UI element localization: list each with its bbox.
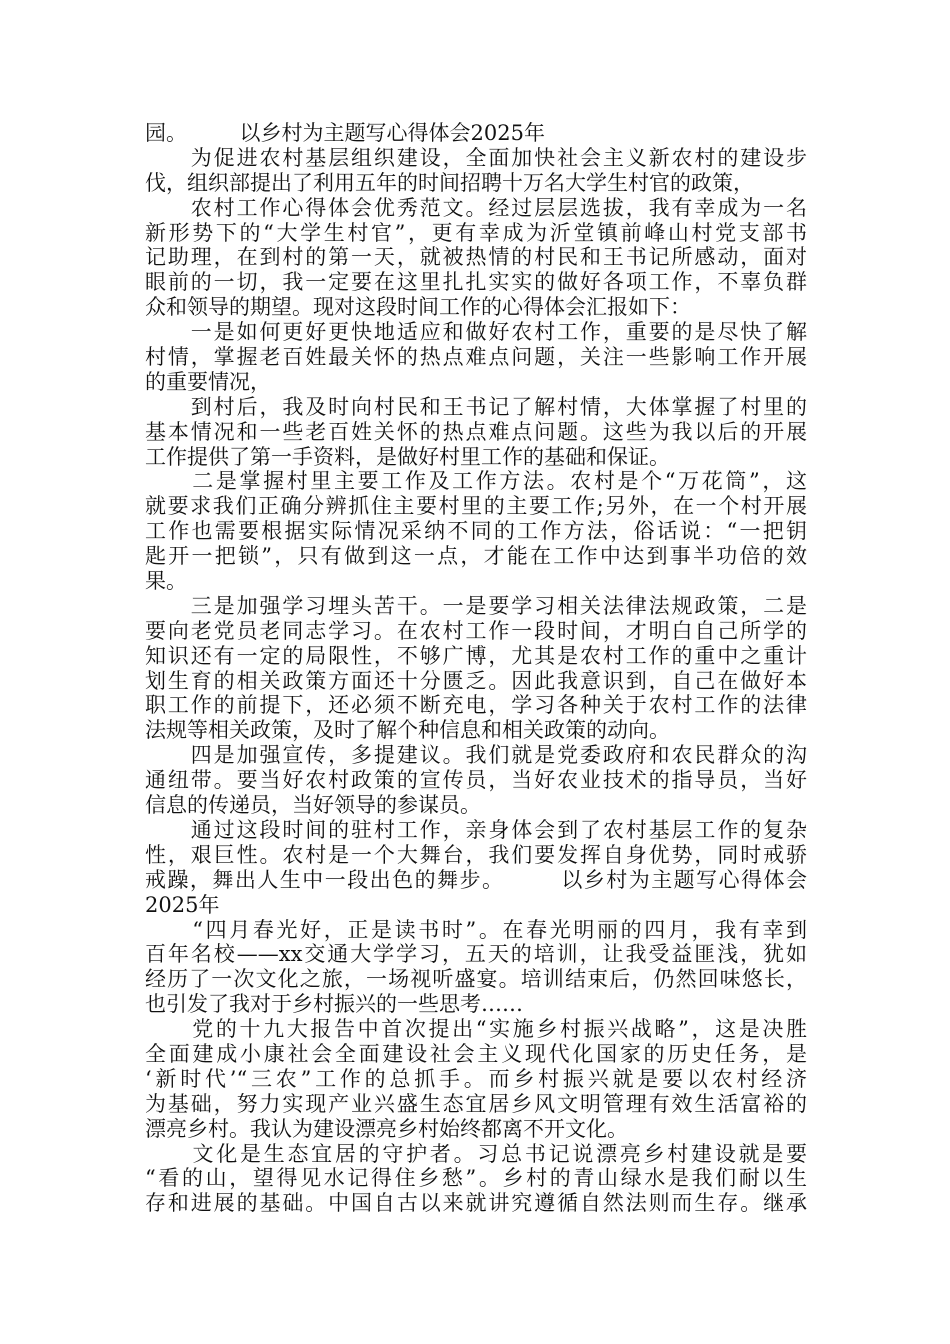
document-page [145,121,807,1216]
text-line: 新形势下的“大学生村官”，更有幸成为沂堂镇前峰山村党支部书 [145,220,807,245]
text-line: 四是加强宣传，多提建议。我们就是党委政府和农民群众的沟 [145,743,807,768]
text-line: 经历了一次文化之旅，一场视听盛宴。培训结束后，仍然回味悠长， [145,967,807,992]
text-line: 记助理，在到村的第一天，就被热情的村民和王书记所感动，面对 [145,245,807,270]
text-line: 工作也需要根据实际情况采纳不同的工作方法，俗话说：“一把钥 [145,519,807,544]
text-line: 基本情况和一些老百姓关怀的热点难点问题。这些为我以后的开展 [145,419,807,444]
text-line: 漂亮乡村。我认为建设漂亮乡村始终都离不开文化。 [145,1116,628,1141]
text-line: 就要求我们正确分辨抓住主要村里的主要工作;另外，在一个村开展 [145,494,807,519]
text-line: 匙开一把锁”，只有做到这一点，才能在工作中达到事半功倍的效 [145,544,807,569]
text-line: 也引发了我对于乡村振兴的一些思考…… [145,992,523,1017]
text-line: 全面建成小康社会全面建设社会主义现代化国家的历史任务，是 [145,1041,807,1066]
text-line: 眼前的一切，我一定要在这里扎扎实实的做好各项工作，不辜负群 [145,270,807,295]
text-line: 三是加强学习埋头苦干。一是要学习相关法律法规政策，二是 [145,593,807,618]
text-line: 通过这段时间的驻村工作，亲身体会到了农村基层工作的复杂 [145,817,807,842]
text-line: 的重要情况， [145,369,271,394]
text-line: 文化是生态宜居的守护者。习总书记说漂亮乡村建设就是要 [145,1141,807,1166]
text-line: 二是掌握村里主要工作及工作方法。农村是个“万花筒”，这 [145,469,807,494]
text-line: 伐，组织部提出了利用五年的时间招聘十万名大学生村官的政策， [145,170,754,195]
text-line: 要向老党员老同志学习。在农村工作一段时间，才明白自己所学的 [145,618,807,643]
text-line: 存和进展的基础。中国自古以来就讲究遵循自然法则而生存。继承 [145,1191,807,1216]
text-line: 划生育的相关政策方面还十分匮乏。因此我意识到，自己在做好本 [145,668,807,693]
text-line: 信息的传递员，当好领导的参谋员。 [145,793,481,818]
text-line: 农村工作心得体会优秀范文。经过层层选拔，我有幸成为一名 [145,195,807,220]
text-line: 2025年 [145,892,220,917]
text-line: “看的山，望得见水记得住乡愁”。乡村的青山绿水是我们耐以生 [145,1166,807,1191]
text-line: 果。 [145,569,187,594]
text-line: 工作提供了第一手资料，是做好村里工作的基础和保证。 [145,444,670,469]
text-line: 为基础，努力实现产业兴盛生态宜居乡风文明管理有效生活富裕的 [145,1091,807,1116]
text-line: 园。 以乡村为主题写心得体会2025年 [145,121,545,145]
text-line: 一是如何更好更快地适应和做好农村工作，重要的是尽快了解 [145,320,807,345]
text-line: 村情，掌握老百姓最关怀的热点难点问题，关注一些影响工作开展 [145,345,807,370]
text-line: ‘新时代’“三农”工作的总抓手。而乡村振兴就是要以农村经济 [145,1066,807,1091]
text-line: 性，艰巨性。农村是一个大舞台，我们要发挥自身优势，同时戒骄 [145,842,807,867]
text-line: 百年名校——xx交通大学学习，五天的培训，让我受益匪浅，犹如 [145,942,807,967]
text-line: 众和领导的期望。现对这段时间工作的心得体会汇报如下： [145,295,691,320]
text-line: 职工作的前提下，还必须不断充电，学习各种关于农村工作的法律 [145,693,807,718]
text-line: 戒躁，舞出人生中一段出色的舞步。 以乡村为主题写心得体会 [145,867,807,892]
text-line: 通纽带。要当好农村政策的宣传员，当好农业技术的指导员，当好 [145,768,807,793]
text-line: 法规等相关政策，及时了解个种信息和相关政策的动向。 [145,718,670,743]
text-line: 知识还有一定的局限性，不够广博，尤其是农村工作的重中之重计 [145,643,807,668]
text-line: 党的十九大报告中首次提出“实施乡村振兴战略”，这是决胜 [145,1017,807,1042]
text-line: 到村后，我及时向村民和王书记了解村情，大体掌握了村里的 [145,394,807,419]
text-line: 为促进农村基层组织建设，全面加快社会主义新农村的建设步 [145,145,807,170]
text-line: “四月春光好，正是读书时”。在春光明丽的四月，我有幸到 [145,917,807,942]
